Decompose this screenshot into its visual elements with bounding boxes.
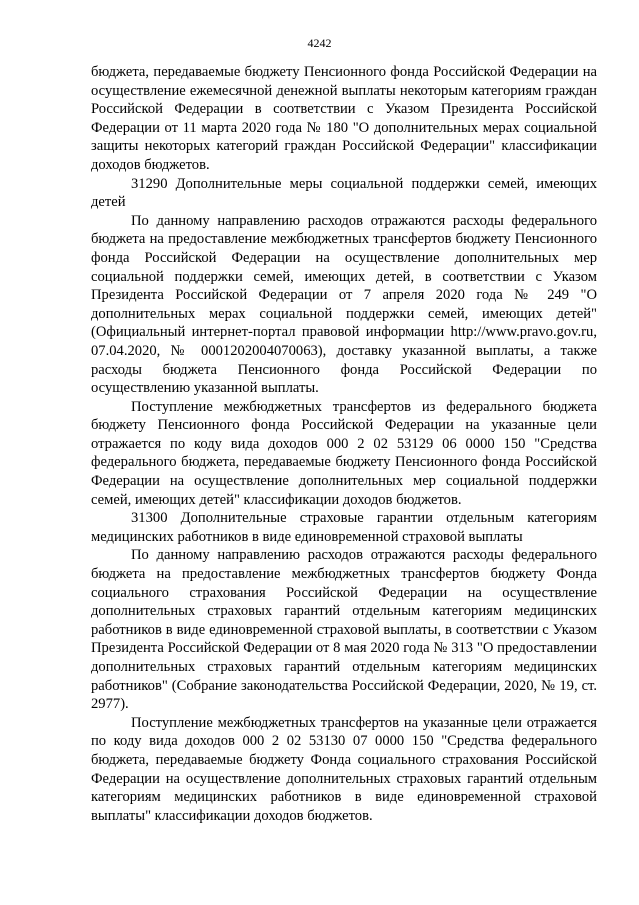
- paragraph: По данному направлению расходов отражаются расходы федерального бюджета на предоставление межбюджетных трансфертов бюджету Фонда социального страхования Российской Федерации на осуществление дополнительных страховых гарантий отдельным категориям медицинских работников в виде единовременной страховой выплаты, в соответствии с Указом Президента Российской Федерации от 8 мая 2020 года № 313 "О предоставлении дополнительных страховых гарантий отдельным категориям медицинских работников" (Собрание законодательства Российской Федерации, 2020, № 19, ст. 2977).: [91, 547, 597, 713]
- paragraph: бюджета, передаваемые бюджету Пенсионного фонда Российской Федерации на осуществление ежемесячной денежной выплаты некоторым категориям граждан Российской Федерации в соответствии с Указом Президента Российской Федерации от 11 марта 2020 года № 180 "О дополнительных мерах социальной защиты некоторых категорий граждан Российской Федерации" классификации доходов бюджетов.: [91, 64, 597, 173]
- page-number: 4242: [307, 36, 332, 50]
- paragraph: По данному направлению расходов отражаются расходы федерального бюджета на предоставление межбюджетных трансфертов бюджету Пенсионного фонда Российской Федерации на осуществление дополнительных мер социальной поддержки семей, имеющих детей, в соответствии с Указом Президента Российской Федерации от 7 апреля 2020 года № 249 "О дополнительных мерах социальной поддержки семей, имеющих детей" (Официальный интернет-портал правовой информации http://www.pravo.gov.ru, 07.04.2020, № 0001202004070063), доставку указанной выплаты, а также расходы бюджета Пенсионного фонда Российской Федерации по осуществлению указанной выплаты.: [91, 212, 597, 397]
- section-heading-31290: 31290 Дополнительные меры социальной поддержки семей, имеющих детей: [91, 175, 597, 211]
- paragraph: Поступление межбюджетных трансфертов на указанные цели отражается по коду вида доходов 000 2 02 53130 07 0000 150 "Средства федерального бюджета, передаваемые бюджету Фонда социального страхования Российской Федерации на осуществление дополнительных страховых гарантий отдельным категориям медицинских работников в виде единовременной страховой выплаты" классификации доходов бюджетов.: [91, 714, 597, 824]
- section-heading-31300: 31300 Дополнительные страховые гарантии отдельным категориям медицинских работников в виде единовременной страховой выплаты: [91, 510, 597, 545]
- document-body: [91, 63, 597, 825]
- paragraph: Поступление межбюджетных трансфертов из федерального бюджета бюджету Пенсионного фонда Российской Федерации на указанные цели отражается по коду вида доходов 000 2 02 53129 06 0000 150 "Средства федерального бюджета, передаваемые бюджету Пенсионного фонда Российской Федерации на осуществление дополнительных мер социальной поддержки семей, имеющих детей" классификации доходов бюджетов.: [91, 398, 597, 508]
